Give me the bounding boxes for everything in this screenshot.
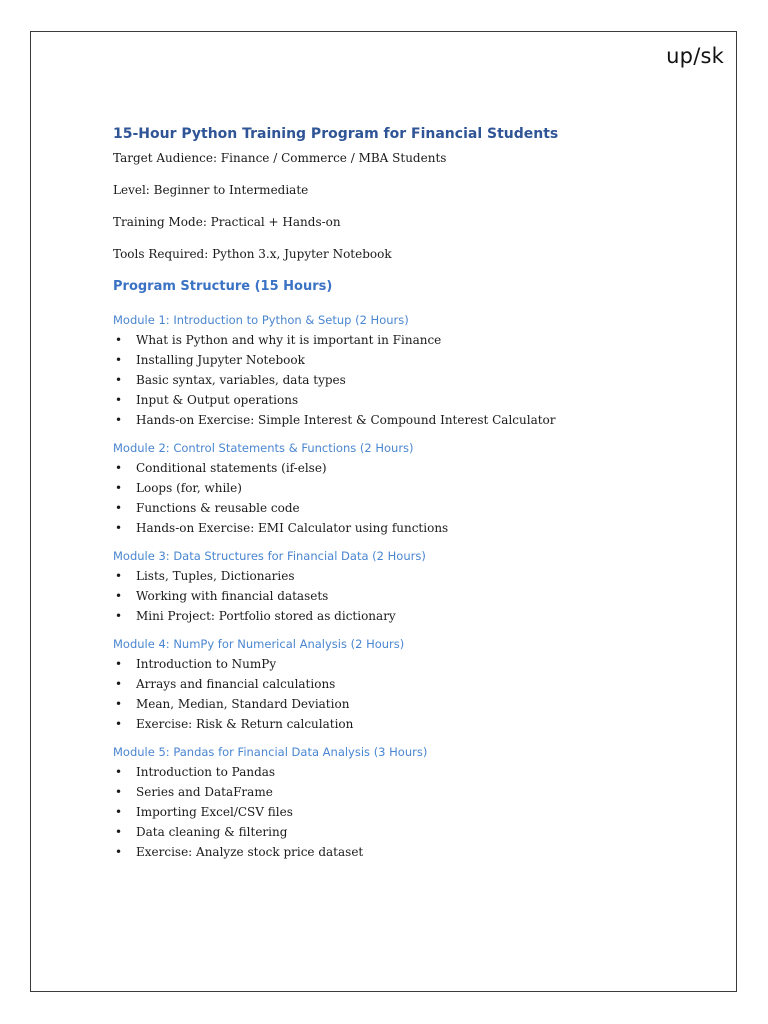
module-title: Module 4: NumPy for Numerical Analysis (2 Hours) [113, 637, 405, 651]
list-item [113, 330, 713, 350]
list-item [113, 714, 713, 734]
list-item-text: Input & Output operations [136, 393, 299, 407]
list-item-text: Introduction to NumPy [136, 657, 277, 671]
bullet-icon: • [115, 373, 123, 387]
bullet-icon: • [115, 697, 123, 711]
module-topic-list [113, 458, 713, 538]
bullet-icon: • [115, 805, 123, 819]
module-topic-list [113, 330, 713, 430]
bullet-icon: • [115, 353, 123, 367]
module-5 [113, 744, 713, 862]
list-item [113, 822, 713, 842]
list-item-text: Functions & reusable code [136, 501, 300, 515]
list-item-text: Conditional statements (if-else) [136, 461, 327, 475]
list-item-text: Lists, Tuples, Dictionaries [136, 569, 295, 583]
list-item-text: Introduction to Pandas [136, 765, 276, 779]
module-title: Module 5: Pandas for Financial Data Analysis (3 Hours) [113, 745, 428, 759]
list-item [113, 498, 713, 518]
meta-tools-required: Tools Required: Python 3.x, Jupyter Notebook [113, 247, 392, 261]
list-item-text: Loops (for, while) [136, 481, 242, 495]
bullet-icon: • [115, 717, 123, 731]
bullet-icon: • [115, 825, 123, 839]
list-item [113, 410, 713, 430]
list-item-text: Exercise: Risk & Return calculation [136, 717, 354, 731]
bullet-icon: • [115, 677, 123, 691]
module-topic-list [113, 566, 713, 626]
list-item-text: Working with financial datasets [136, 589, 329, 603]
meta-level: Level: Beginner to Intermediate [113, 183, 309, 197]
list-item-text: What is Python and why it is important in Finance [136, 333, 442, 347]
list-item-text: Importing Excel/CSV files [136, 805, 293, 819]
list-item-text: Hands-on Exercise: EMI Calculator using functions [136, 521, 449, 535]
list-item [113, 586, 713, 606]
list-item [113, 350, 713, 370]
bullet-icon: • [115, 461, 123, 475]
list-item-text: Basic syntax, variables, data types [136, 373, 346, 387]
bullet-icon: • [115, 481, 123, 495]
bullet-icon: • [115, 569, 123, 583]
list-item [113, 654, 713, 674]
list-item [113, 694, 713, 714]
module-2 [113, 440, 713, 538]
module-topic-list [113, 654, 713, 734]
list-item [113, 390, 713, 410]
list-item [113, 566, 713, 586]
module-3 [113, 548, 713, 626]
list-item [113, 478, 713, 498]
bullet-icon: • [115, 765, 123, 779]
bullet-icon: • [115, 393, 123, 407]
bullet-icon: • [115, 521, 123, 535]
modules-list [113, 312, 713, 862]
list-item [113, 802, 713, 822]
bullet-icon: • [115, 609, 123, 623]
list-item-text: Mini Project: Portfolio stored as dictionary [136, 609, 396, 623]
brand-logo: up/sk [666, 44, 724, 68]
list-item-text: Mean, Median, Standard Deviation [136, 697, 350, 711]
bullet-icon: • [115, 333, 123, 347]
list-item-text: Series and DataFrame [136, 785, 273, 799]
list-item [113, 370, 713, 390]
bullet-icon: • [115, 413, 123, 427]
document-body [113, 124, 713, 872]
module-topic-list [113, 762, 713, 862]
document-title: 15-Hour Python Training Program for Financial Students [113, 126, 559, 142]
list-item [113, 842, 713, 862]
module-title: Module 1: Introduction to Python & Setup (2 Hours) [113, 313, 409, 327]
meta-training-mode: Training Mode: Practical + Hands-on [113, 215, 341, 229]
module-title: Module 3: Data Structures for Financial Data (2 Hours) [113, 549, 426, 563]
module-1 [113, 312, 713, 430]
bullet-icon: • [115, 657, 123, 671]
list-item [113, 606, 713, 626]
list-item-text: Arrays and financial calculations [136, 677, 336, 691]
list-item [113, 782, 713, 802]
list-item [113, 518, 713, 538]
meta-target-audience: Target Audience: Finance / Commerce / MBA Students [113, 151, 447, 165]
list-item [113, 762, 713, 782]
list-item-text: Installing Jupyter Notebook [136, 353, 305, 367]
bullet-icon: • [115, 845, 123, 859]
module-4 [113, 636, 713, 734]
bullet-icon: • [115, 589, 123, 603]
module-title: Module 2: Control Statements & Functions (2 Hours) [113, 441, 414, 455]
bullet-icon: • [115, 785, 123, 799]
bullet-icon: • [115, 501, 123, 515]
list-item-text: Hands-on Exercise: Simple Interest & Compound Interest Calculator [136, 413, 556, 427]
list-item-text: Exercise: Analyze stock price dataset [136, 845, 364, 859]
program-structure-heading: Program Structure (15 Hours) [113, 279, 333, 294]
list-item [113, 458, 713, 478]
list-item-text: Data cleaning & filtering [136, 825, 288, 839]
list-item [113, 674, 713, 694]
